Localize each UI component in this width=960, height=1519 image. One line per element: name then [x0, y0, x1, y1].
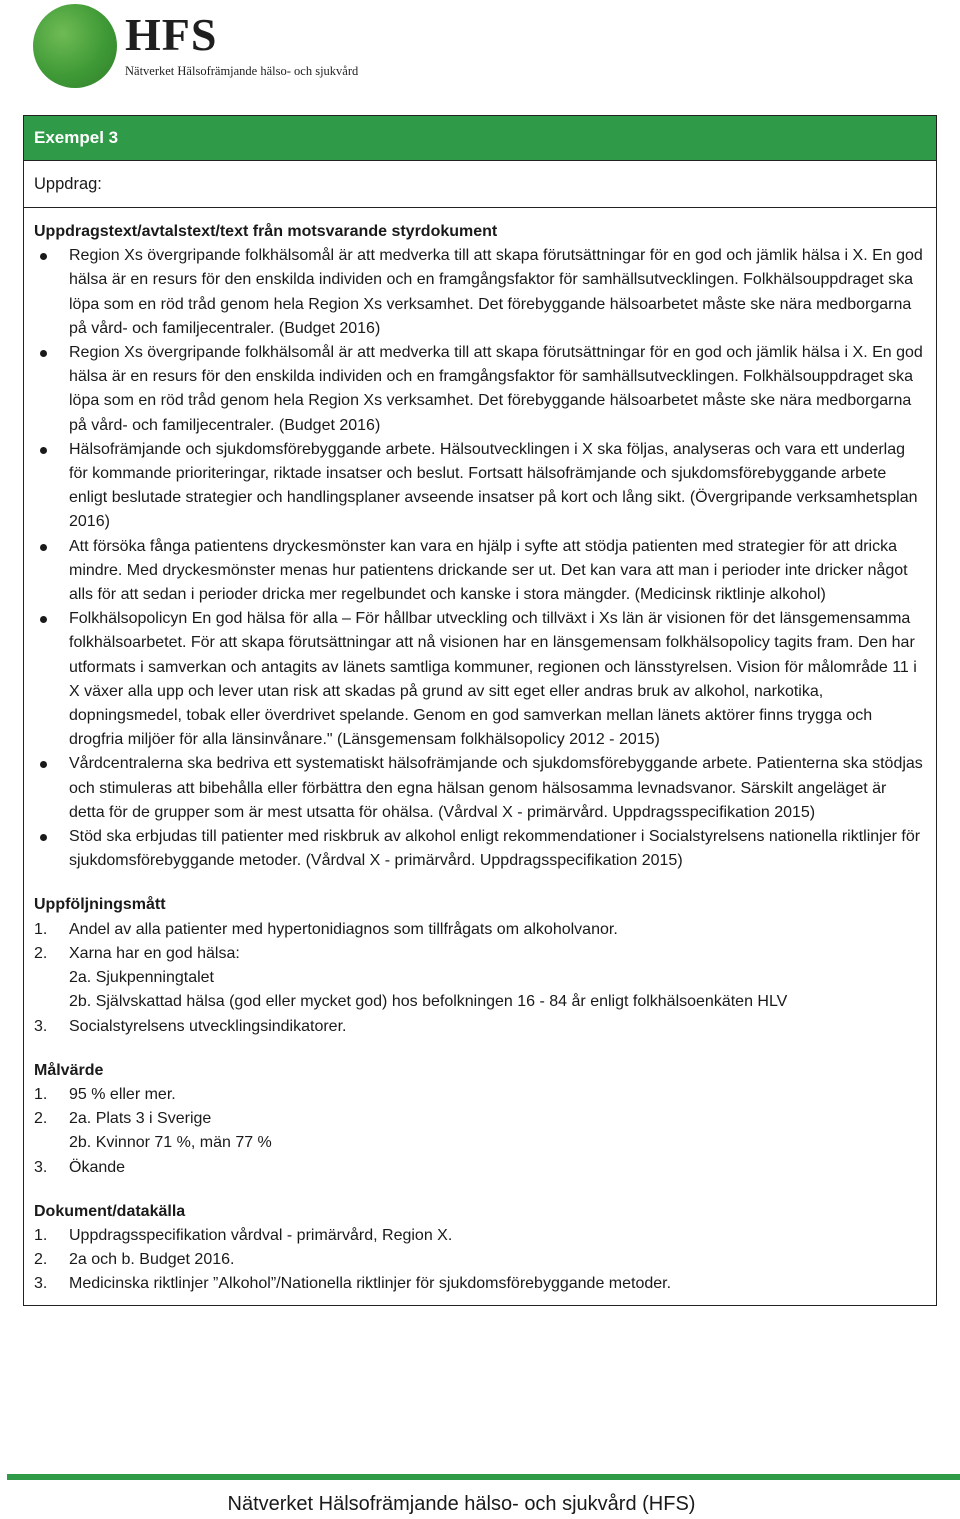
followup-title: Uppföljningsmått [34, 896, 166, 914]
item-text: 2a. Plats 3 i Sverige [69, 1110, 212, 1128]
item-text: Ökande [69, 1158, 126, 1176]
assignment-list [34, 244, 926, 873]
item-text: Uppdragsspecifikation vårdval - primärvård, Region X. [69, 1226, 453, 1244]
item-text: Xarna har en god hälsa: [69, 944, 240, 962]
list-item: Stöd ska erbjudas till patienter med riskbruk av alkohol enligt rekommendationer i Socialstyrelsens nationella riktlinjer för sjukdomsförebyggande metoder. (Vårdval X - primärvård. Uppdragsspecifikation 2015) [34, 825, 926, 873]
item-number: 2. [34, 944, 48, 962]
list-item [34, 942, 926, 966]
item-number: 3. [34, 1275, 48, 1293]
footer-divider [7, 1474, 960, 1480]
page-footer: Nätverket Hälsofrämjande hälso- och sjukvård (HFS) [227, 1493, 696, 1515]
list-item [34, 1224, 926, 1248]
logo-circle-icon [33, 4, 117, 88]
list-item: Vårdcentralerna ska bedriva ett systematiskt hälsofrämjande och sjukdomsförebyggande arbete. Patienterna ska stödjas och stimuleras att bibehålla eller förbättra den egna hälsan genom hälsosamma levnadsvanor. Särskilt angeläget är detta för de grupper som är mest utsatta för ohälsa. (Vårdval X - primärvård. Uppdragsspecifikation 2015) [34, 752, 926, 825]
list-item: Folkhälsopolicyn En god hälsa för alla – För hållbar utveckling och tillväxt i Xs län är visionen för det länsgemensamma folkhälsoarbetet. För att skapa förutsättningar att nå visionen har en länsgemensam folkhälsopolicy tagits fram. Den har utformats i samverkan och antagits av länets samtliga kommuner, regionen och länsstyrelsen. Vision för målområde 11 i X växer alla upp och lever utan risk att skadas på grund av sitt eget eller andras bruk av alkohol, narkotika, dopningsmedel, tobak eller överdrivet spelande. Genom en god samverkan mellan länets aktörer finns trygga och drogfria miljöer för alla länsinvånare." (Länsgemensam folkhälsopolicy 2012 - 2015) [34, 607, 926, 752]
list-item [34, 1156, 926, 1180]
assignment-title: Uppdragstext/avtalstext/text från motsvarande styrdokument [34, 223, 498, 240]
list-item [34, 1083, 926, 1107]
hfs-logo [33, 4, 433, 90]
item-number: 3. [34, 1158, 48, 1176]
content-row [24, 208, 936, 1305]
sub-item: 2a. Sjukpenningtalet [69, 969, 214, 987]
list-item: Hälsofrämjande och sjukdomsförebyggande arbete. Hälsoutvecklingen i X ska följas, analyseras och vara ett underlag för kommande prioriteringar, riktade insatser och beslut. Fortsatt hälsofrämjande och sjukdomsförebyggande arbete enligt beslutade strategier och handlingsplaner avseende insatser på kort och lång sikt. (Övergripande verksamhetsplan 2016) [34, 438, 926, 535]
item-text: Andel av alla patienter med hypertonidiagnos som tillfrågats om alkoholvanor. [69, 920, 618, 938]
target-title: Målvärde [34, 1061, 104, 1079]
uppdrag-row [24, 161, 936, 208]
item-text: Socialstyrelsens utvecklingsindikatorer. [69, 1017, 347, 1035]
list-item [34, 1248, 926, 1272]
example-table [23, 115, 937, 1306]
list-item [34, 918, 926, 942]
list-item [34, 1107, 926, 1131]
logo-name: HFS [125, 9, 218, 60]
sub-item: 2b. Kvinnor 71 %, män 77 % [69, 1134, 272, 1152]
logo-subtitle: Nätverket Hälsofrämjande hälso- och sjukvård [125, 64, 359, 78]
item-number: 1. [34, 1226, 48, 1244]
item-number: 3. [34, 1017, 48, 1035]
uppdrag-label: Uppdrag: [34, 175, 102, 193]
list-item [34, 1272, 926, 1296]
list-item [34, 1015, 926, 1039]
item-text: 2a och b. Budget 2016. [69, 1251, 235, 1269]
list-item: Region Xs övergripande folkhälsomål är att medverka till att skapa förutsättningar för en god och jämlik hälsa i X. En god hälsa är en resurs för den enskilda individen och en framgångsfaktor för samhällsutvecklingen. Folkhälsouppdraget ska löpa som en röd tråd genom hela Region Xs verksamhet. Det förebyggande hälsoarbetet måste ske nära medborgarna på vård- och familjecentraler. (Budget 2016) [34, 244, 926, 341]
sources-title: Dokument/datakälla [34, 1202, 186, 1220]
item-number: 2. [34, 1251, 48, 1269]
item-text: 95 % eller mer. [69, 1085, 176, 1103]
item-text: Medicinska riktlinjer ”Alkohol”/Nationella riktlinjer för sjukdomsförebyggande metoder. [69, 1275, 672, 1293]
item-number: 1. [34, 1085, 48, 1103]
item-number: 1. [34, 920, 48, 938]
item-number: 2. [34, 1110, 48, 1128]
list-item: Att försöka fånga patientens dryckesmönster kan vara en hjälp i syfte att stödja patienten med strategier för att dricka mindre. Med dryckesmönster menas hur patientens drickande ser ut. Det kan vara att man i perioder inte dricker något alls för att sedan i perioder dricka mer regelbundet och kanske i stora mängder. (Medicinsk riktlinje alkohol) [34, 535, 926, 608]
sub-item: 2b. Självskattad hälsa (god eller mycket god) hos befolkningen 16 - 84 år enligt folkhälsoenkäten HLV [69, 993, 788, 1011]
list-item: Region Xs övergripande folkhälsomål är att medverka till att skapa förutsättningar för en god och jämlik hälsa i X. En god hälsa är en resurs för den enskilda individen och en framgångsfaktor för samhällsutvecklingen. Folkhälsouppdraget ska löpa som en röd tråd genom hela Region Xs verksamhet. Det förebyggande hälsoarbetet måste ske nära medborgarna på vård- och familjecentraler. (Budget 2016) [34, 341, 926, 438]
example-header: Exempel 3 [24, 116, 936, 161]
